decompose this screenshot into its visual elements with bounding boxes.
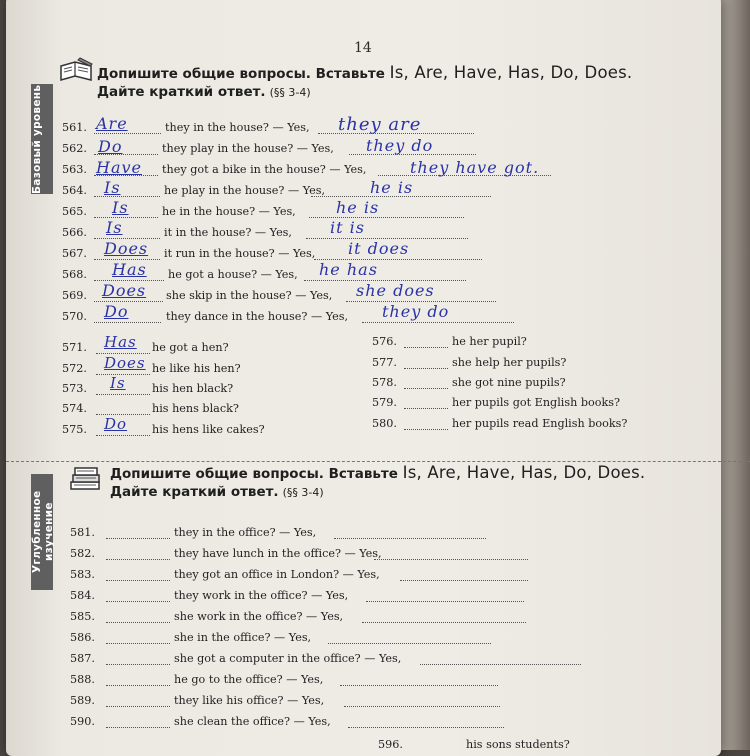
exercise-row xyxy=(372,417,652,435)
exercise-text: his hens black? xyxy=(152,402,239,415)
paragraph-ref: (§§ 3-4) xyxy=(282,486,324,499)
reply-blank[interactable] xyxy=(340,673,498,689)
exercise-text: he play in the house? — Yes, xyxy=(164,184,326,197)
section-divider xyxy=(6,461,750,462)
task-title-words: Is, Are, Have, Has, Do, Does. xyxy=(402,463,646,482)
exercise-number: 588. xyxy=(70,673,95,686)
handwritten-answer: Is xyxy=(112,198,129,217)
exercise-text: his sons students? xyxy=(466,738,570,751)
exercise-number: 580. xyxy=(372,417,397,430)
exercise-row xyxy=(372,376,652,394)
answer-blank[interactable] xyxy=(106,589,170,605)
handwritten-reply: they have got. xyxy=(410,158,540,177)
exercise-text: she skip in the house? — Yes, xyxy=(166,289,333,302)
handwritten-answer: Is xyxy=(106,218,123,237)
exercise-number: 584. xyxy=(70,589,95,602)
exercise-number: 590. xyxy=(70,715,95,728)
handwritten-answer: Have xyxy=(96,158,142,177)
reply-blank[interactable] xyxy=(374,547,528,563)
exercise-text: her pupils got English books? xyxy=(452,396,621,409)
answer-blank[interactable] xyxy=(106,652,170,668)
task-title-section1 xyxy=(97,64,632,102)
handwritten-reply: they are xyxy=(338,114,422,135)
exercise-number: 571. xyxy=(62,341,87,354)
answer-blank[interactable] xyxy=(106,568,170,584)
exercise-number: 589. xyxy=(70,694,95,707)
exercise-text: he go to the office? — Yes, xyxy=(174,673,324,686)
exercise-text: she help her pupils? xyxy=(452,356,567,369)
exercise-text: she got a computer in the office? — Yes, xyxy=(174,652,402,665)
exercise-row xyxy=(70,547,590,565)
exercise-number: 577. xyxy=(372,356,397,369)
handwritten-reply: he is xyxy=(370,178,414,197)
handwritten-reply: he has xyxy=(319,260,378,279)
exercise-text: his hen black? xyxy=(152,382,234,395)
exercise-row xyxy=(62,382,342,400)
exercise-number: 581. xyxy=(70,526,95,539)
answer-blank[interactable] xyxy=(106,547,170,563)
exercise-text: they got an office in London? — Yes, xyxy=(174,568,380,581)
exercise-text: it in the house? — Yes, xyxy=(164,226,292,239)
exercise-text: he her pupil? xyxy=(452,335,527,348)
exercise-number: 565. xyxy=(62,205,87,218)
exercise-text: they play in the house? — Yes, xyxy=(162,142,334,155)
exercise-row xyxy=(70,568,590,586)
exercise-text: she got nine pupils? xyxy=(452,376,566,389)
exercise-text: he got a house? — Yes, xyxy=(168,268,298,281)
exercise-number: 596. xyxy=(378,738,403,751)
exercise-number: 562. xyxy=(62,142,87,155)
exercise-number: 578. xyxy=(372,376,397,389)
exercise-text: they have lunch in the office? — Yes, xyxy=(174,547,382,560)
workbook-page xyxy=(6,0,721,756)
answer-blank[interactable] xyxy=(404,335,448,351)
answer-blank[interactable] xyxy=(106,694,170,710)
exercise-number: 570. xyxy=(62,310,87,323)
exercise-text: they in the house? — Yes, xyxy=(165,121,310,134)
answer-blank[interactable] xyxy=(106,715,170,731)
exercise-number: 576. xyxy=(372,335,397,348)
handwritten-answer: Do xyxy=(104,302,129,321)
exercise-text: her pupils read English books? xyxy=(452,417,628,430)
handwritten-answer: Does xyxy=(104,354,146,372)
exercise-number: 564. xyxy=(62,184,87,197)
reply-blank[interactable] xyxy=(366,589,524,605)
exercise-row xyxy=(70,694,590,712)
exercise-row xyxy=(62,310,582,328)
side-label-advanced-level: Углубленное изучение xyxy=(31,474,53,590)
exercise-number: 567. xyxy=(62,247,87,260)
exercise-text: they dance in the house? — Yes, xyxy=(166,310,349,323)
exercise-row xyxy=(372,396,652,414)
exercise-text: she clean the office? — Yes, xyxy=(174,715,331,728)
exercise-text: they like his office? — Yes, xyxy=(174,694,325,707)
exercise-row xyxy=(70,610,590,628)
handwritten-answer: Are xyxy=(96,114,128,133)
answer-blank[interactable] xyxy=(404,417,448,433)
page-number: 14 xyxy=(354,40,372,56)
handwritten-reply: it is xyxy=(330,218,365,237)
exercise-text: they work in the office? — Yes, xyxy=(174,589,349,602)
book-pencil-icon xyxy=(58,56,94,84)
handwritten-answer: Do xyxy=(98,137,123,156)
handwritten-answer: Is xyxy=(110,374,126,392)
exercise-number: 569. xyxy=(62,289,87,302)
exercise-row xyxy=(70,589,590,607)
exercise-text: she in the office? — Yes, xyxy=(174,631,312,644)
exercise-row xyxy=(62,205,582,223)
reply-blank[interactable] xyxy=(348,715,504,731)
answer-blank[interactable] xyxy=(106,526,170,542)
exercise-number: 568. xyxy=(62,268,87,281)
exercise-row xyxy=(70,652,590,670)
answer-blank[interactable] xyxy=(106,673,170,689)
exercise-row xyxy=(70,631,590,649)
exercise-number: 574. xyxy=(62,402,87,415)
exercise-row xyxy=(70,526,590,544)
exercise-number: 572. xyxy=(62,362,87,375)
exercise-text: he like his hen? xyxy=(152,362,241,375)
answer-blank[interactable] xyxy=(404,356,448,372)
reply-blank[interactable] xyxy=(420,652,581,668)
reply-blank[interactable] xyxy=(344,694,500,710)
handwritten-reply: they do xyxy=(366,136,434,155)
task-title-words: Is, Are, Have, Has, Do, Does. xyxy=(389,63,633,82)
reply-blank[interactable] xyxy=(400,568,528,584)
side-label-basic-level: Базовый уровень xyxy=(31,84,53,194)
exercise-text: they in the office? — Yes, xyxy=(174,526,317,539)
reply-blank[interactable] xyxy=(362,610,526,626)
task-title-line2: Дайте краткий ответ. xyxy=(97,84,266,100)
exercise-text: it run in the house? — Yes, xyxy=(164,247,316,260)
exercise-number: 579. xyxy=(372,396,397,409)
exercise-number: 587. xyxy=(70,652,95,665)
exercise-number: 585. xyxy=(70,610,95,623)
handwritten-answer: Do xyxy=(104,415,128,433)
paragraph-ref: (§§ 3-4) xyxy=(269,86,311,99)
exercise-number: 575. xyxy=(62,423,87,436)
exercise-text: his hens like cakes? xyxy=(152,423,265,436)
exercise-row xyxy=(372,335,652,353)
exercise-row xyxy=(70,673,590,691)
answer-blank[interactable] xyxy=(106,631,170,647)
answer-blank[interactable] xyxy=(404,396,448,412)
exercise-number: 561. xyxy=(62,121,87,134)
exercise-text: he got a hen? xyxy=(152,341,229,354)
task-title-text: Допишите общие вопросы. Вставьте xyxy=(110,466,398,482)
task-title-line2: Дайте краткий ответ. xyxy=(110,484,279,500)
exercise-text: he in the house? — Yes, xyxy=(162,205,296,218)
exercise-row xyxy=(372,356,652,374)
handwritten-answer: Does xyxy=(104,239,149,258)
exercise-text: she work in the office? — Yes, xyxy=(174,610,344,623)
books-stack-icon xyxy=(68,466,104,494)
exercise-text: they got a bike in the house? — Yes, xyxy=(162,163,367,176)
handwritten-reply: it does xyxy=(348,239,410,258)
exercise-number: 563. xyxy=(62,163,87,176)
handwritten-answer: Has xyxy=(112,260,147,279)
reply-blank[interactable] xyxy=(328,631,491,647)
exercise-number: 582. xyxy=(70,547,95,560)
exercise-number: 583. xyxy=(70,568,95,581)
exercise-row xyxy=(62,121,582,139)
exercise-number: 566. xyxy=(62,226,87,239)
exercise-number: 586. xyxy=(70,631,95,644)
task-title-text: Допишите общие вопросы. Вставьте xyxy=(97,66,385,82)
handwritten-answer: Has xyxy=(104,333,137,351)
answer-blank[interactable] xyxy=(106,610,170,626)
handwritten-reply: they do xyxy=(382,302,450,321)
exercise-number: 573. xyxy=(62,382,87,395)
reply-blank[interactable] xyxy=(334,526,486,542)
handwritten-reply: he is xyxy=(336,198,380,217)
exercise-row xyxy=(70,715,590,733)
task-title-section2 xyxy=(110,464,645,502)
handwritten-reply: she does xyxy=(356,281,435,300)
answer-blank[interactable] xyxy=(404,376,448,392)
exercise-row xyxy=(62,184,582,202)
handwritten-answer: Does xyxy=(102,281,147,300)
handwritten-answer: Is xyxy=(104,178,121,197)
